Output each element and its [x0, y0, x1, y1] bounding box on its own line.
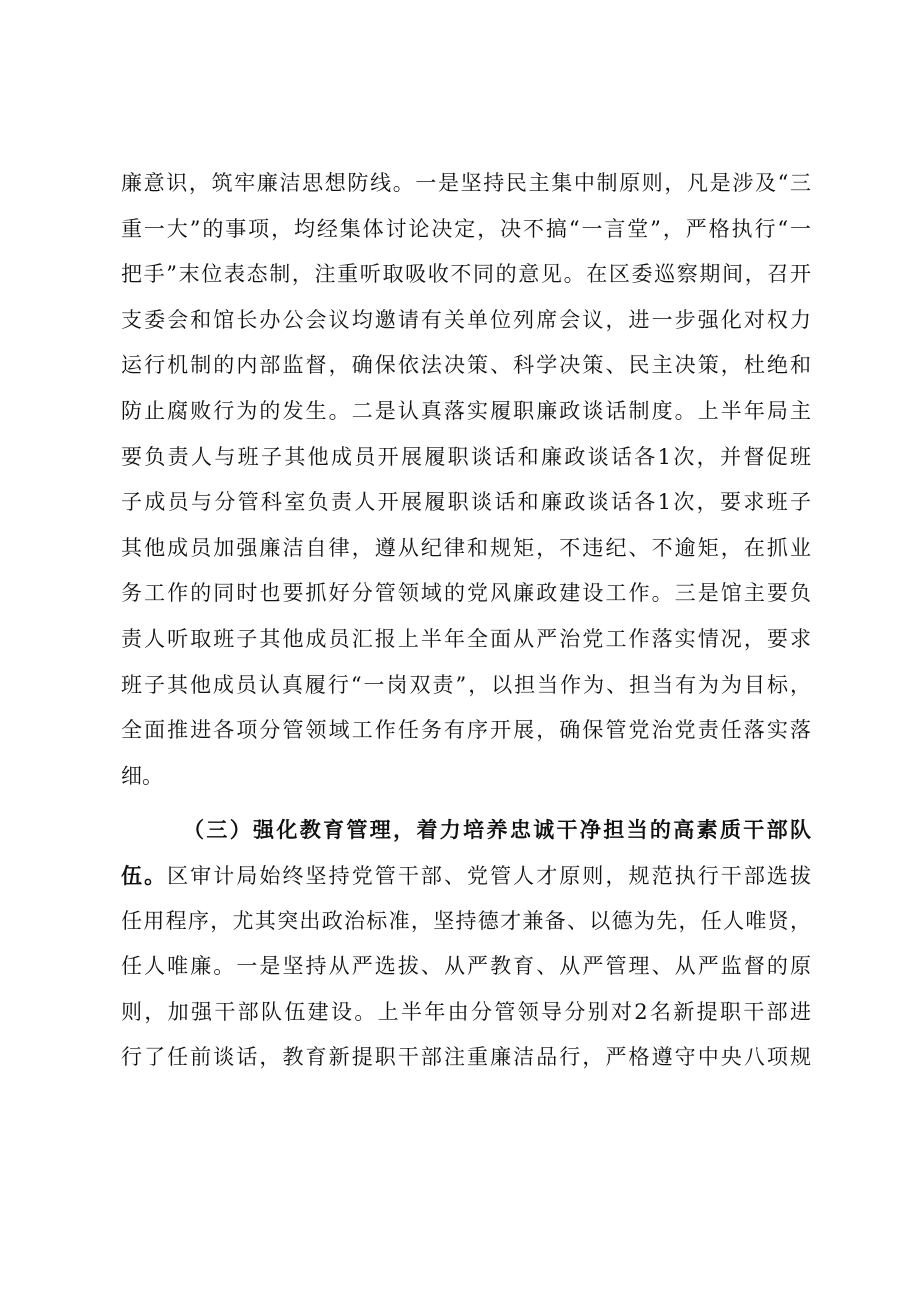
section-heading-end: 伍。: [121, 862, 168, 888]
body-line: 全面推进各项分管领域工作任务有序开展，确保管党治党责任落实落: [121, 718, 811, 743]
body-line: 运行机制的内部监督，确保依法决策、科学决策、民主决策，杜绝和: [121, 353, 811, 378]
section-heading: （三）强化教育管理，着力培养忠诚干净担当的高素质干部队: [183, 817, 811, 843]
body-line: 任人唯廉。一是坚持从严选拔、从严教育、从严管理、从严监督的原: [121, 954, 811, 979]
paragraph-spacer: [121, 799, 811, 807]
body-line: 把手”末位表态制，注重听取吸收不同的意见。在区委巡察期间，召开: [121, 262, 811, 287]
body-line: 其他成员加强廉洁自律，遵从纪律和规矩，不违纪、不逾矩，在抓业: [121, 535, 811, 560]
body-line: 支委会和馆长办公会议均邀请有关单位列席会议，进一步强化对权力: [121, 307, 811, 332]
section-heading-continuation: [121, 853, 811, 899]
body-line: 廉意识，筑牢廉洁思想防线。一是坚持民主集中制原则，凡是涉及“三: [121, 171, 811, 195]
body-line: 班子其他成员认真履行“一岗双责”，以担当作为、担当有为为目标，: [121, 672, 811, 697]
body-line: 细。: [121, 763, 163, 788]
body-line: 任用程序，尤其突出政治标准，坚持德才兼备、以德为先，任人唯贤，: [121, 908, 811, 933]
document-body: [121, 161, 811, 1081]
body-line: 要负责人与班子其他成员开展履职谈话和廉政谈话各1次，并督促班: [121, 444, 811, 469]
body-line: 重一大”的事项，均经集体讨论决定，决不搞“一言堂”，严格执行“一: [121, 216, 811, 241]
body-line: 防止腐败行为的发生。二是认真落实履职廉政谈话制度。上半年局主: [121, 398, 811, 423]
body-text-run: 区审计局始终坚持党管干部、党管人才原则，规范执行干部选拔: [167, 863, 811, 888]
body-line: 务工作的同时也要抓好分管领域的党风廉政建设工作。三是馆主要负: [121, 581, 811, 606]
body-line: 子成员与分管科室负责人开展履职谈话和廉政谈话各1次，要求班子: [121, 490, 811, 515]
body-line: 行了任前谈话，教育新提职干部注重廉洁品行，严格遵守中央八项规: [121, 1045, 811, 1070]
body-line: 则，加强干部队伍建设。上半年由分管领导分别对2名新提职干部进: [121, 999, 811, 1024]
body-line: 责人听取班子其他成员汇报上半年全面从严治党工作落实情况，要求: [121, 626, 811, 651]
